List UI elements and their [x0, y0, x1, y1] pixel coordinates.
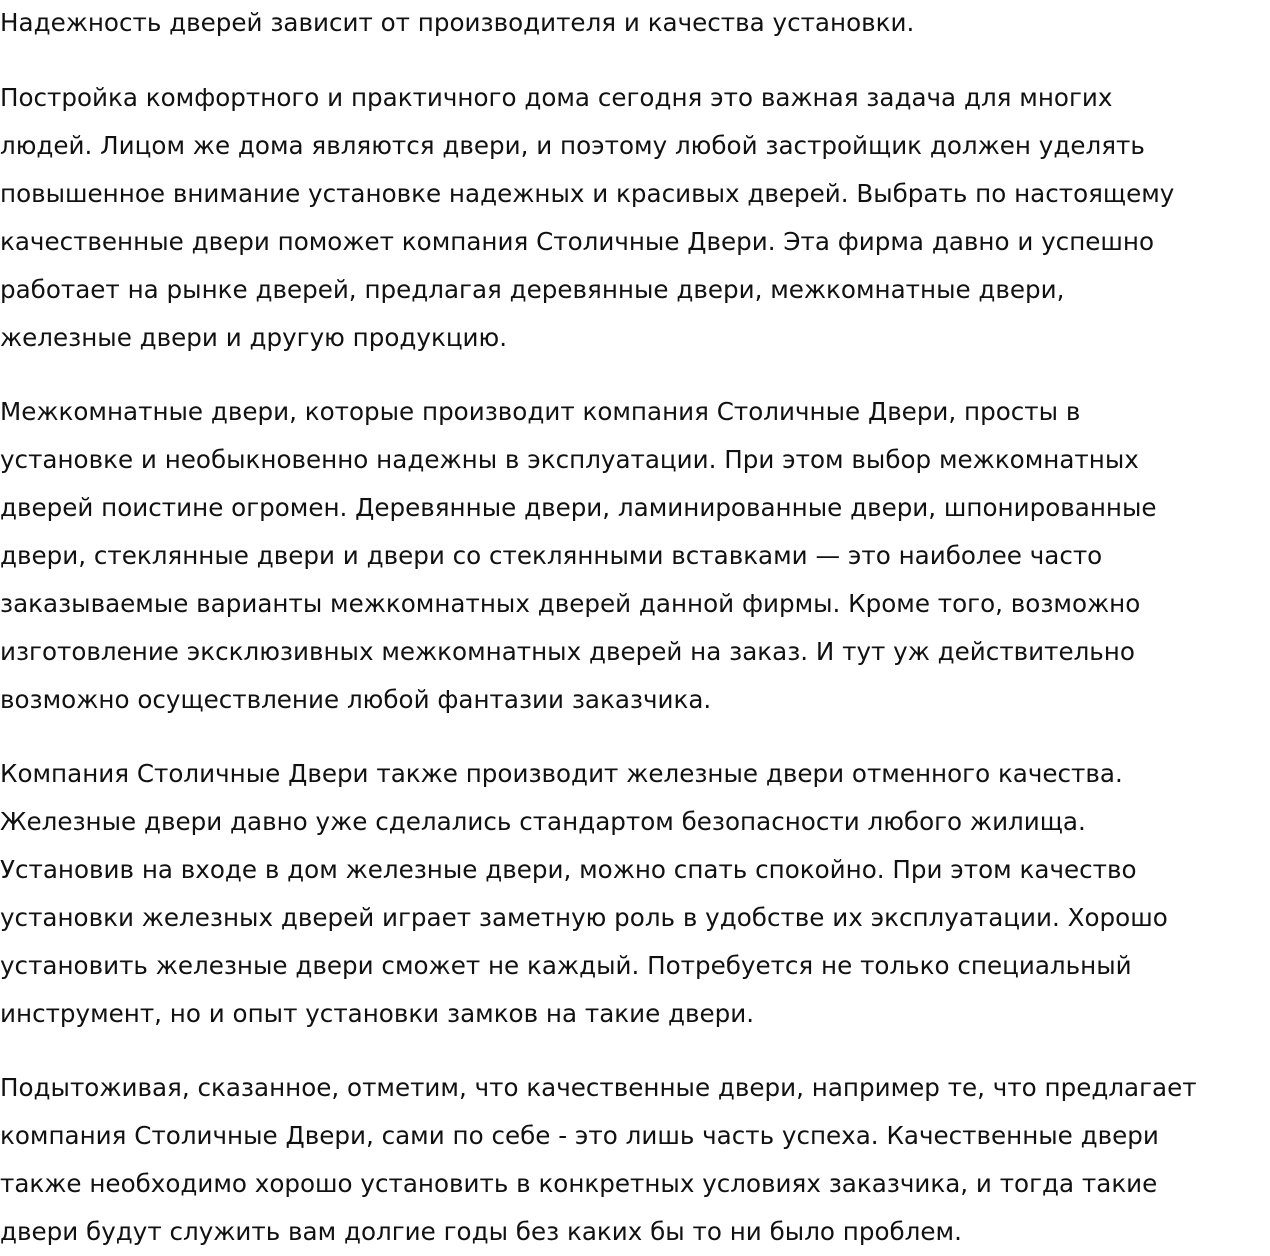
paragraph-line: установке и необыкновенно надежны в эксплуатации. При этом выбор межкомнатных: [0, 445, 1139, 474]
paragraph-line: заказываемые варианты межкомнатных дверей данной фирмы. Кроме того, возможно: [0, 589, 1141, 618]
paragraph-line: компания Столичные Двери, сами по себе - это лишь часть успеха. Качественные двери: [0, 1121, 1159, 1150]
paragraph-line: работает на рынке дверей, предлагая деревянные двери, межкомнатные двери,: [0, 275, 1065, 304]
paragraph-conclusion: [0, 1064, 1197, 1256]
paragraph-line: установки железных дверей играет заметную роль в удобстве их эксплуатации. Хорошо: [0, 903, 1168, 932]
paragraph-line: Компания Столичные Двери также производит железные двери отменного качества.: [0, 759, 1123, 788]
paragraph-line: людей. Лицом же дома являются двери, и поэтому любой застройщик должен уделять: [0, 131, 1145, 160]
paragraph-line: инструмент, но и опыт установки замков на такие двери.: [0, 999, 755, 1028]
paragraph-interior-doors: [0, 388, 1157, 724]
paragraph-line: Постройка комфортного и практичного дома сегодня это важная задача для многих: [0, 83, 1113, 112]
paragraph-line: Установив на входе в дом железные двери, можно спать спокойно. При этом качество: [0, 855, 1137, 884]
paragraph-iron-doors: [0, 750, 1168, 1038]
paragraph-line: железные двери и другую продукцию.: [0, 323, 508, 352]
paragraph-line: двери, стеклянные двери и двери со стеклянными вставками — это наиболее часто: [0, 541, 1103, 570]
paragraph-line: повышенное внимание установке надежных и красивых дверей. Выбрать по настоящему: [0, 179, 1175, 208]
paragraph-line: Железные двери давно уже сделались стандартом безопасности любого жилища.: [0, 807, 1086, 836]
paragraph-line: дверей поистине огромен. Деревянные двери, ламинированные двери, шпонированные: [0, 493, 1157, 522]
paragraph-company-intro: [0, 74, 1174, 362]
paragraph-line: также необходимо хорошо установить в конкретных условиях заказчика, и тогда такие: [0, 1169, 1158, 1198]
paragraph-line: двери будут служить вам долгие годы без каких бы то ни было проблем.: [0, 1217, 962, 1246]
paragraph-line: изготовление эксклюзивных межкомнатных дверей на заказ. И тут уж действительно: [0, 637, 1135, 666]
paragraph-line: установить железные двери сможет не каждый. Потребуется не только специальный: [0, 951, 1132, 980]
paragraph-line: Межкомнатные двери, которые производит компания Столичные Двери, просты в: [0, 397, 1081, 426]
paragraph-line: возможно осуществление любой фантазии заказчика.: [0, 685, 712, 714]
paragraph-line: качественные двери поможет компания Столичные Двери. Эта фирма давно и успешно: [0, 227, 1155, 256]
paragraph-line: Подытоживая, сказанное, отметим, что качественные двери, например те, что предлагает: [0, 1073, 1197, 1102]
article-lede: Надежность дверей зависит от производителя и качества установки.: [0, 8, 915, 37]
